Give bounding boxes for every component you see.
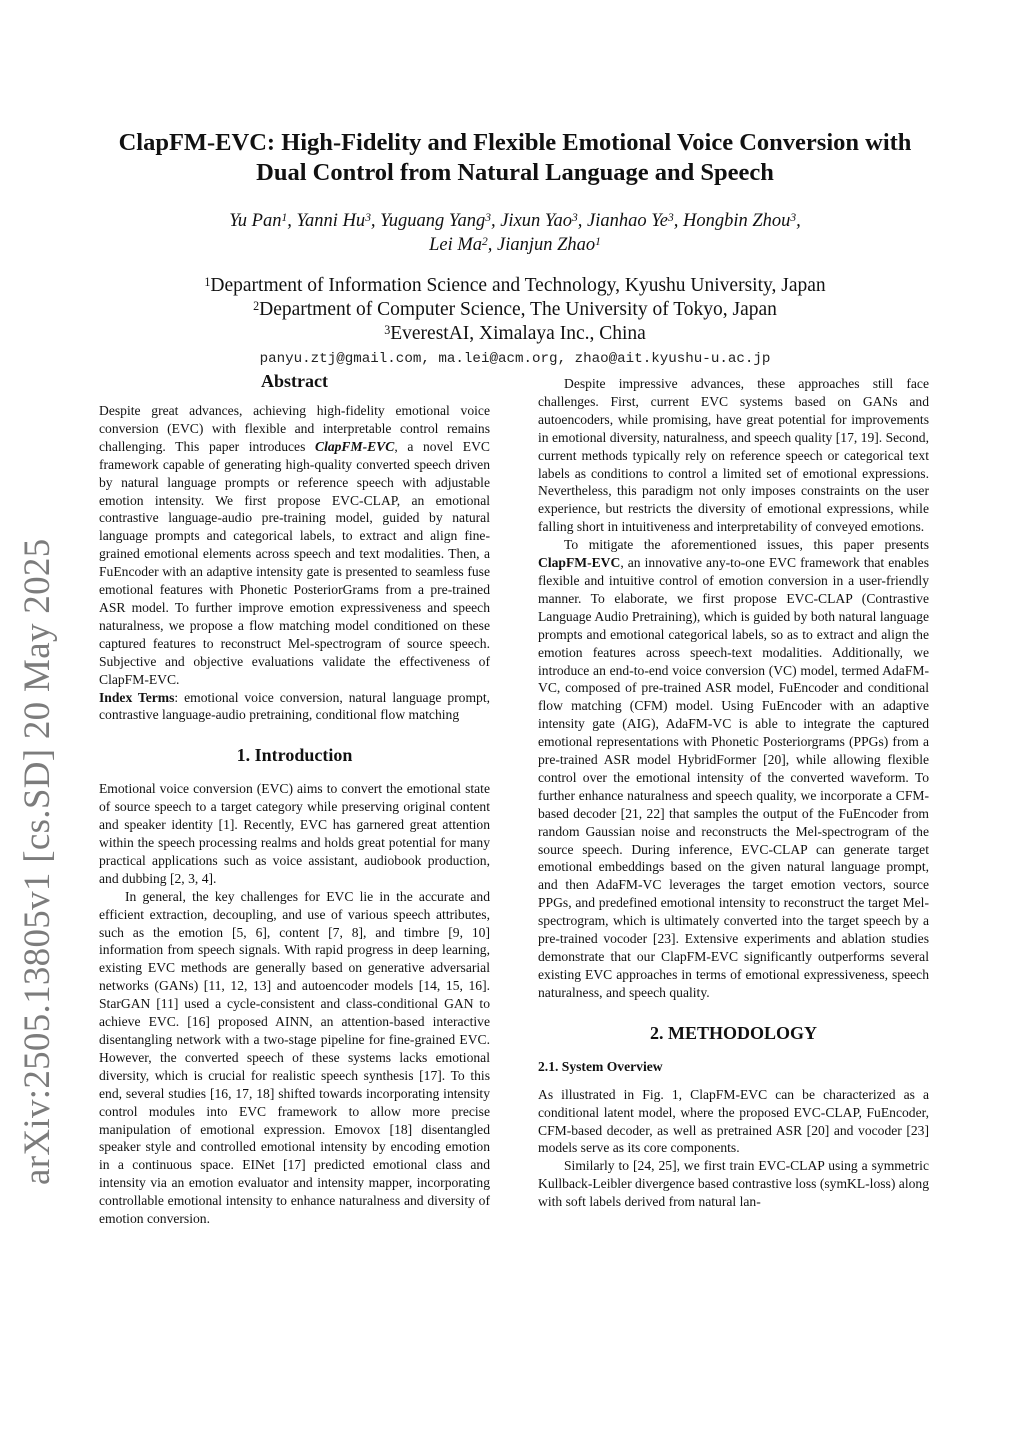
author-affiliation-number: 3 [790,211,797,224]
index-terms [99,689,490,725]
paragraph-text: , an innovative any-to-one EVC framework that enables flexible and intuitive control of emotion conversion in a user-friendly manner. To elaborate, we first propose EVC-CLAP (Contrastive Language Audio Pretraining), which is guided by both natural language prompts and emotional categorical labels, so as to extract and align the emotion features across speech-text modalities. Additionally, we introduce an end-to-end voice conversion (VC) model, termed AdaFM-VC, composed of pre-trained ASR model, FuEncoder and conditional flow matching (CFM) model. Using FuEncoder with an adaptive intensity gate (AIG), AdaFM-VC is able to integrate the captured emotional representations with Phonetic Posteriorgrams (PPGs) from a pre-trained ASR model HybridFormer [20], while allowing flexible control over the emotional intensity of the converted waveform. To further enhance naturalness and speech quality, we incorporate a CFM-based decoder [21, 22] that samples the output of the FuEncoder from random Gaussian noise and reconstructs the Mel-spectrogram of the source speech. During inference, EVC-CLAP can generate target emotional embeddings based on the given natural language prompt, and then AdaFM-VC leverages the target emotion vectors, source PPGs, and predefined emotional intensity to reconstruct the target Mel-spectrogram, which is ultimately converted into the target speech by a pre-trained vocoder [23]. Extensive experiments and ablation studies demonstrate that our ClapFM-EVC significantly outperforms several existing EVC approaches in terms of emotional expressiveness, speech naturalness, and speech quality. [538,555,929,1000]
paragraph-text: To mitigate the aforementioned issues, this paper presents [564,537,929,553]
abstract-body [99,402,490,689]
author-name: Hongbin Zhou [683,211,791,231]
intro-paragraph-4 [538,536,929,1002]
right-column [538,375,929,1211]
author-name: Jianjun Zhao [497,235,596,255]
method-paragraph-2: Similarly to [24, 25], we first train EVC-CLAP using a symmetric Kullback-Leibler divergence based contrastive loss (symKL-loss) along with soft labels derived from natural lan- [538,1158,929,1210]
affiliation-3 [100,322,930,346]
author-name: Yuguang Yang [380,211,486,231]
method-paragraph-1: As illustrated in Fig. 1, ClapFM-EVC can be characterized as a conditional latent model, where the proposed EVC-CLAP, FuEncoder, CFM-based decoder, as well as pretrained ASR [20] and vocoder [23] models serve as its core components. [538,1086,929,1156]
author-line-1: Yu Pan$^1$, Yanni Hu$^3$, Yuguang Yang$^3$, Jixun Yao$^3$, Jianhao Ye$^3$, Hongbin Zhou$^3$, [229,211,801,231]
affiliation-text: EverestAI, Ximalaya Inc., China [390,323,646,344]
arxiv-watermark: arXiv:2505.13805v1 [cs.SD] 20 May 2025 [17,538,58,1186]
affiliation-number: 3 [384,322,391,337]
author-affiliation-number: 1 [281,211,288,224]
section-heading-methodology: 2. METHODOLOGY [649,1022,817,1043]
subsection-heading-system-overview: 2.1. System Overview [538,1058,663,1074]
author-list [100,209,930,257]
author-line-2: Lei Ma$^2$, Jianjun Zhao$^1$ [429,235,601,255]
author-name: Lei Ma [429,235,483,255]
affiliation-list [100,274,930,346]
author-affiliation-number: 3 [365,211,371,224]
model-name: ClapFM-EVC [315,438,395,454]
abstract-text: Despite great advances, achieving high-fidelity emotional voice conversion (EVC) with flexible and interpretable control remains challenging. This paper introduces [99,403,490,454]
author-affiliation-number: 3 [668,211,674,224]
affiliation-1 [100,274,930,298]
author-name: Yu Pan [229,211,282,231]
intro-paragraph-3: Despite impressive advances, these approaches still face challenges. First, current EVC systems based on GANs and autoencoders, while promising, have great potential for improvements in emotional diversity, naturalness, and speech quality [17, 19]. Second, current methods typically rely on reference speech or categorical text labels as conditions to control a limited set of emotional expressions. Nevertheless, this paradigm not only imposes constraints on the user experience, but restricts the diversity of emotional expressions, while falling short in intuitiveness and interpretability of conveyed emotions. [538,376,929,535]
affiliation-text: Department of Computer Science, The University of Tokyo, Japan [259,299,777,320]
index-terms-text: : emotional voice conversion, natural language prompt, contrastive language-audio pretraining, conditional flow matching [99,689,490,723]
affiliation-text: Department of Information Science and Technology, Kyushu University, Japan [210,275,826,296]
author-name: Yanni Hu [296,211,366,231]
model-name: ClapFM-EVC [538,555,621,571]
affiliation-2 [100,298,930,322]
intro-paragraph-2: In general, the key challenges for EVC lie in the accurate and efficient extraction, decoupling, and use of various speech attributes, such as the emotion [5, 6], content [7, 8], and timbre [9, 10] information from speech signals. With rapid progress in deep learning, existing EVC methods are generally based on generative adversarial networks (GANs) [11, 12, 13] and autoencoder models [14, 15, 16]. StarGAN [11] used a cycle-consistent and class-conditional GAN to achieve EVC. [16] proposed AINN, an attention-based interactive disentangling network with a two-stage pipeline for fine-grained EVC. However, the converted speech of these systems lacks emotional diversity, which is crucial for realistic speech synthesis [17]. To this end, several studies [16, 17, 18] shifted towards incorporating intensity control modules into EVC framework to allow more precise manipulation of emotional expression. Emovox [18] disentangled speaker style and controlled emotional intensity by encoding emotion in a continuous space. EINet [17] predicted emotional class and intensity via an emotion evaluator and intensity mapper, incorporating controllable emotional intensity to enhance naturalness and diversity of emotion conversion. [99,888,490,1227]
index-terms-label: Index Terms [99,689,175,705]
author-affiliation-number: 1 [595,235,601,248]
affiliation-number: 1 [204,274,211,289]
author-emails: panyu.ztj@gmail.com, ma.lei@acm.org, zhao@ait.kyushu-u.ac.jp [259,351,771,367]
paper-title: ClapFM-EVC: High-Fidelity and Flexible Emotional Voice Conversion with Dual Control from Natural Language and Speech [118,129,912,186]
abstract-text: , a novel EVC framework capable of generating high-quality converted speech driven by natural language prompts or reference speech with adjustable emotion intensity. We first propose EVC-CLAP, an emotional contrastive language-audio pre-training model, guided by natural language prompts and categorical labels, to extract and align fine-grained emotional elements across speech and text modalities. Then, a FuEncoder with an adaptive intensity gate is presented to seamless fuse emotional features with Phonetic PosteriorGrams from a pre-trained ASR model. To further improve emotion expressiveness and speech naturalness, we propose a flow matching model conditioned on these captured features to reconstruct Mel-spectrogram of source speech. Subjective and objective evaluations validate the effectiveness of ClapFM-EVC. [99,438,490,687]
author-name: Jixun Yao [500,211,572,231]
author-name: Jianhao Ye [586,211,669,231]
section-heading-introduction: 1. Introduction [236,745,353,766]
abstract-heading: Abstract [261,371,328,391]
author-affiliation-number: 2 [482,235,488,248]
author-affiliation-number: 3 [485,211,491,224]
author-affiliation-number: 3 [572,211,578,224]
affiliation-number: 2 [253,298,260,313]
intro-paragraph-1: Emotional voice conversion (EVC) aims to convert the emotional state of source speech to a target category while preserving original content and speaker identity [1]. Recently, EVC has garnered great attention within the speech processing realms and holds great potential for many practical applications such as voice assistant, audiobook production, and dubbing [2, 3, 4]. [99,781,490,886]
left-column [99,370,490,1228]
